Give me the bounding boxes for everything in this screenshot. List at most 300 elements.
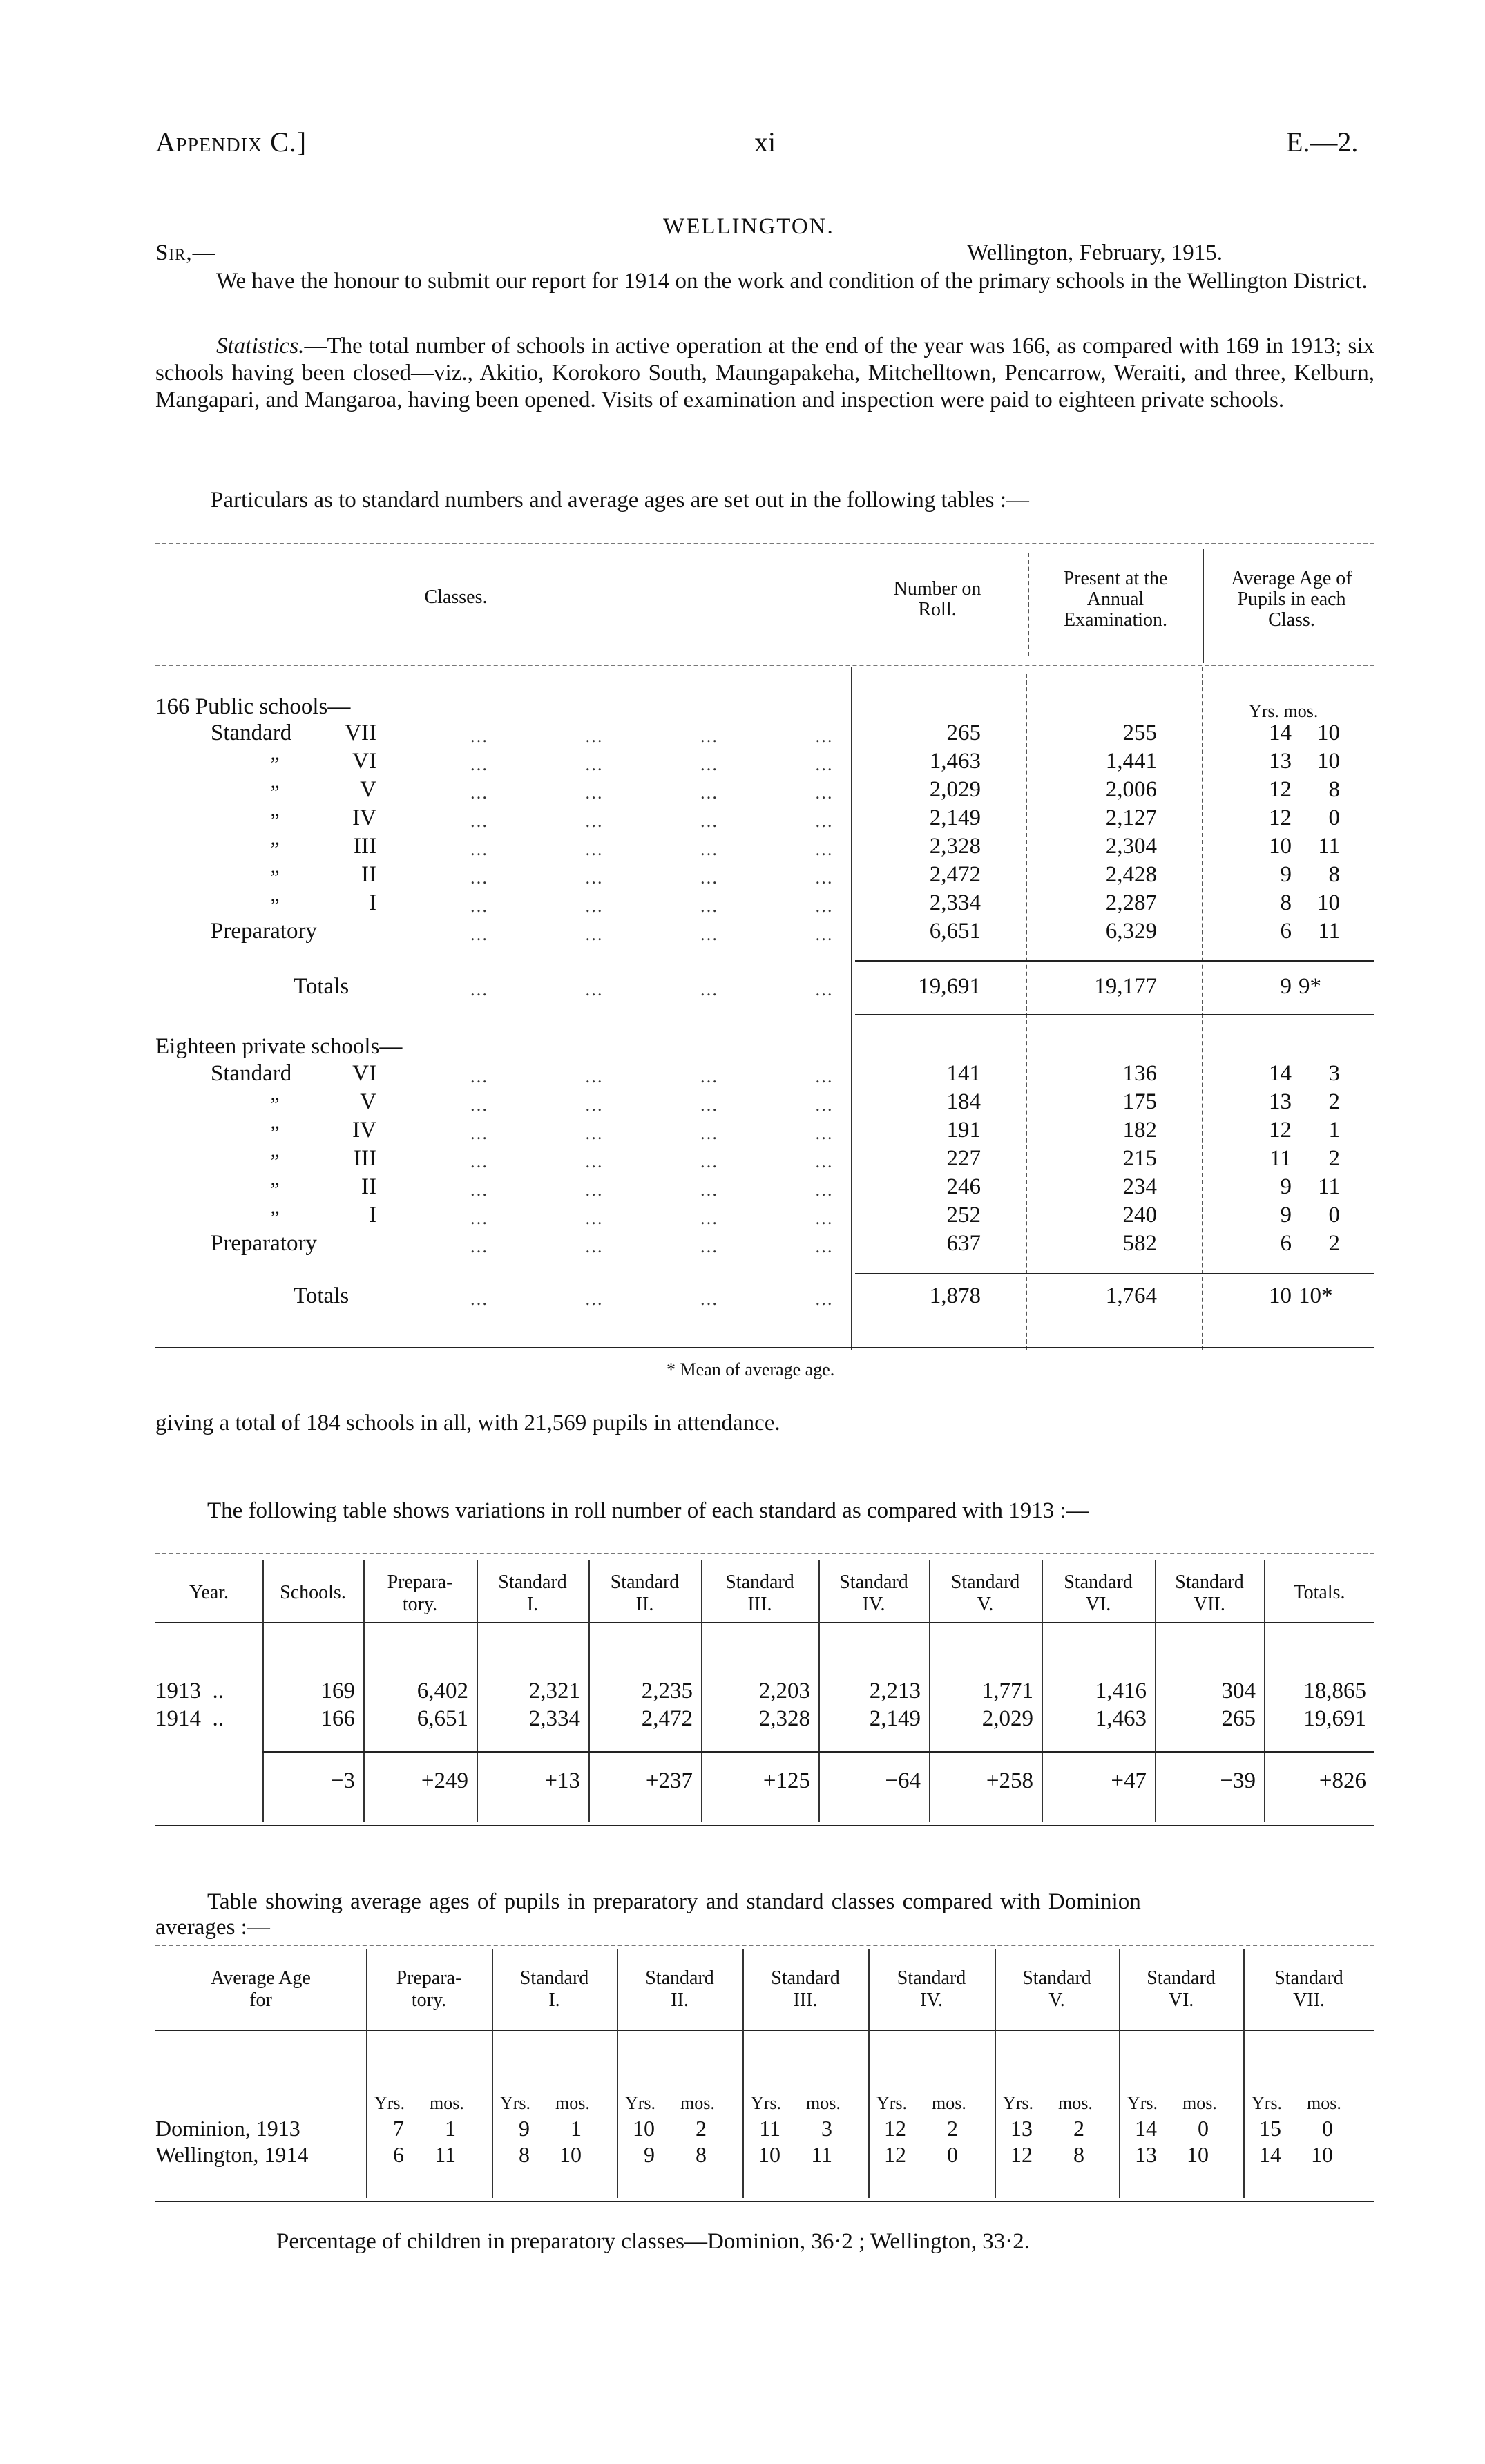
age-mos: 8: [1328, 862, 1340, 887]
running-header-left: Appendix C.]: [155, 126, 307, 157]
private-totals-label: Totals: [294, 1283, 349, 1308]
age-mos: 2: [1328, 1231, 1340, 1256]
difference-cell: +13: [544, 1768, 580, 1793]
unit-yrs: Yrs.: [625, 2093, 656, 2113]
public-total-present: 19,177: [1094, 974, 1157, 999]
dateline: Wellington, February, 1915.: [967, 240, 1223, 265]
age-yrs: 6: [1280, 919, 1292, 944]
roll-value: 2,029: [929, 777, 981, 802]
present-value: 1,441: [1105, 749, 1157, 774]
age-yrs: 7: [393, 2116, 404, 2141]
difference-cell: −39: [1220, 1768, 1256, 1793]
column-header-line: Standard: [645, 1967, 714, 1989]
leader-dots: … … … …: [470, 868, 834, 888]
class-label: Preparatory: [211, 919, 317, 944]
column-header-line: tory.: [402, 1594, 438, 1615]
present-value: 182: [1122, 1118, 1157, 1143]
unit-yrs: Yrs.: [876, 2093, 908, 2113]
age-mos: 11: [1318, 834, 1340, 859]
table3-intro-line1: Table showing average ages of pupils in preparatory and standard classes compared with Dominion: [207, 1889, 1141, 1914]
present-value: 2,006: [1105, 777, 1157, 802]
column-header-line: for: [249, 1989, 272, 2011]
present-value: 2,127: [1105, 805, 1157, 830]
column-header: [1042, 1572, 1155, 1616]
column-header-line: Standard: [771, 1967, 840, 1989]
table1-col-divider: [1203, 549, 1204, 663]
ditto-mark: ”: [268, 1122, 280, 1145]
age-mos: 11: [434, 2142, 456, 2167]
column-header: [1243, 1967, 1374, 2012]
class-numeral: I: [369, 890, 376, 915]
table1-col-divider: [851, 667, 852, 1350]
present-value: 6,329: [1105, 919, 1157, 944]
leader-dots: … … … …: [470, 726, 834, 746]
difference-cell: −3: [330, 1768, 355, 1793]
age-yrs: 8: [519, 2142, 530, 2167]
section-title-public: 166 Public schools—: [155, 694, 351, 719]
column-header: [366, 1967, 492, 2012]
roll-value: 2,328: [929, 834, 981, 859]
value-cell: 6,651: [416, 1706, 468, 1731]
present-value: 240: [1122, 1203, 1157, 1228]
age-mos: 10: [1187, 2142, 1209, 2167]
ditto-mark: ”: [268, 753, 280, 776]
class-numeral: V: [360, 777, 376, 802]
present-value: 582: [1122, 1231, 1157, 1256]
ditto-mark: ”: [268, 866, 280, 889]
age-mos: 3: [821, 2116, 832, 2141]
value-cell: 1,771: [981, 1679, 1033, 1703]
unit-mos: mos.: [430, 2093, 464, 2113]
table1-top-rule: [155, 543, 1374, 544]
column-header-line: II.: [635, 1594, 654, 1615]
column-header-line: Year.: [189, 1582, 229, 1603]
statistics-lead: Statistics.: [216, 334, 305, 359]
class-label: Preparatory: [211, 1231, 317, 1256]
leader-dots: … … … …: [470, 1289, 834, 1309]
header-present: [1029, 569, 1202, 631]
column-header-line: V.: [1048, 1989, 1065, 2011]
roll-value: 246: [946, 1174, 981, 1199]
table2-bottom-rule: [155, 1825, 1374, 1826]
ditto-mark: ”: [268, 1150, 280, 1173]
unit-yrs: Yrs.: [1127, 2093, 1158, 2113]
column-header: [155, 1582, 262, 1604]
intro-text: We have the honour to submit our report for 1914 on the work and condition of the primary schools in the Wellington District.: [216, 269, 1368, 294]
age-yrs: 11: [759, 2116, 780, 2141]
roll-value: 227: [946, 1146, 981, 1171]
totals-rule: [855, 1273, 1374, 1274]
leader-dots: … … … …: [470, 1095, 834, 1115]
leader-dots: … … … …: [470, 1067, 834, 1087]
difference-cell: +249: [421, 1768, 468, 1793]
public-total-roll: 19,691: [918, 974, 981, 999]
age-mos: 8: [1073, 2142, 1084, 2167]
age-yrs: 12: [1010, 2142, 1033, 2167]
age-mos: 2: [1328, 1089, 1340, 1114]
class-numeral: IV: [352, 805, 376, 830]
column-header: [701, 1572, 818, 1616]
column-header-line: VI.: [1085, 1594, 1111, 1615]
header-present-line: Examination.: [1063, 609, 1168, 631]
age-mos: 2: [1073, 2116, 1084, 2141]
age-mos: 8: [1328, 777, 1340, 802]
age-mos: 0: [1198, 2116, 1209, 2141]
age-mos: 1: [571, 2116, 582, 2141]
age-units: Yrs. mos.: [1249, 701, 1319, 721]
class-prefix: Standard: [211, 1061, 292, 1086]
value-cell: 265: [1221, 1706, 1256, 1731]
column-header-line: VI.: [1168, 1989, 1194, 2011]
column-header-line: IV.: [862, 1594, 885, 1615]
year-cell: 1913 ..: [155, 1679, 224, 1703]
difference-cell: −64: [885, 1768, 921, 1793]
column-header: [492, 1967, 617, 2012]
value-cell: 18,865: [1303, 1679, 1366, 1703]
section-rule: [855, 1014, 1374, 1015]
table3-top-rule: [155, 1945, 1374, 1946]
roll-value: 2,149: [929, 805, 981, 830]
class-numeral: I: [369, 1203, 376, 1228]
column-header-line: V.: [977, 1594, 994, 1615]
age-yrs: 12: [884, 2142, 906, 2167]
roll-value: 265: [946, 720, 981, 745]
age-yrs: 14: [1135, 2116, 1157, 2141]
leader-dots: … … … …: [470, 783, 834, 803]
column-header-line: Standard: [950, 1572, 1020, 1593]
value-cell: 2,149: [869, 1706, 921, 1731]
column-header-line: Standard: [725, 1572, 794, 1593]
header-present-line: Present at the: [1063, 568, 1168, 589]
totals-rule: [855, 960, 1374, 962]
table1-col-divider: [1026, 674, 1027, 1350]
class-prefix: Standard: [211, 720, 292, 745]
age-mos: 11: [1318, 919, 1340, 944]
row-label: Dominion, 1913: [155, 2116, 300, 2141]
table2-header-rule: [155, 1622, 1374, 1623]
unit-yrs: Yrs.: [751, 2093, 782, 2113]
section-title-private: Eighteen private schools—: [155, 1034, 403, 1059]
statistics-text: —The total number of schools in active operation at the end of the year was 166, as compared with 169 in 1913; six schools having been closed—viz., Akitio, Korokoro South, Maungapakeha, Mitchelltown, Pencarrow, Weraiti, and three, Kelburn, Mangapari, and Mangaroa, having been opened. Visits of examination and inspection were paid to eighteen private schools.: [155, 334, 1374, 412]
age-mos: 1: [1328, 1118, 1340, 1143]
age-yrs: 6: [1280, 1231, 1292, 1256]
year-cell: 1914 ..: [155, 1706, 224, 1731]
header-roll-line: Number on: [893, 578, 981, 600]
class-numeral: VI: [352, 749, 376, 774]
class-numeral: III: [354, 834, 376, 859]
column-header-line: Standard: [498, 1572, 567, 1593]
column-header-line: Prepara-: [387, 1572, 453, 1593]
value-cell: 2,321: [528, 1679, 580, 1703]
present-value: 215: [1122, 1146, 1157, 1171]
class-numeral: III: [354, 1146, 376, 1171]
age-yrs: 10: [633, 2116, 655, 2141]
age-yrs: 14: [1269, 720, 1292, 745]
header-age: [1205, 569, 1378, 631]
private-total-yrs: 10: [1269, 1283, 1292, 1308]
column-header-line: III.: [793, 1989, 818, 2011]
age-mos: 10: [1317, 890, 1340, 915]
column-header: [262, 1582, 363, 1604]
column-header: [995, 1967, 1119, 2012]
age-yrs: 13: [1010, 2116, 1033, 2141]
age-yrs: 15: [1259, 2116, 1281, 2141]
difference-cell: +125: [763, 1768, 810, 1793]
unit-mos: mos.: [1058, 2093, 1093, 2113]
public-total-mos: 9*: [1299, 974, 1321, 999]
age-mos: 0: [1328, 805, 1340, 830]
unit-mos: mos.: [1182, 2093, 1217, 2113]
header-age-line: Class.: [1268, 609, 1315, 631]
table3-bottom-rule: [155, 2201, 1374, 2202]
salutation: Sir,—: [155, 240, 216, 265]
age-yrs: 11: [1270, 1146, 1292, 1171]
unit-yrs: Yrs.: [500, 2093, 531, 2113]
age-mos: 10: [1317, 749, 1340, 774]
age-mos: 0: [1322, 2116, 1333, 2141]
age-yrs: 12: [884, 2116, 906, 2141]
ditto-mark: ”: [268, 1093, 280, 1116]
column-header-line: II.: [671, 1989, 689, 2011]
age-yrs: 14: [1259, 2142, 1281, 2167]
leader-dots: … … … …: [470, 1152, 834, 1172]
unit-yrs: Yrs.: [1252, 2093, 1283, 2113]
value-cell: 6,402: [416, 1679, 468, 1703]
leader-dots: … … … …: [470, 1236, 834, 1257]
value-cell: 166: [320, 1706, 355, 1731]
column-header-line: I.: [526, 1594, 539, 1615]
class-numeral: VI: [352, 1061, 376, 1086]
difference-cell: +258: [986, 1768, 1033, 1793]
roll-value: 184: [946, 1089, 981, 1114]
unit-mos: mos.: [932, 2093, 966, 2113]
present-value: 2,304: [1105, 834, 1157, 859]
report-title: WELLINGTON.: [663, 214, 834, 239]
age-yrs: 12: [1269, 777, 1292, 802]
table1-col-divider: [1202, 667, 1203, 1350]
public-totals-label: Totals: [294, 974, 349, 999]
column-header-line: III.: [747, 1594, 772, 1615]
column-header-line: VII.: [1194, 1594, 1225, 1615]
column-header: [617, 1967, 742, 2012]
leader-dots: … … … …: [470, 1123, 834, 1143]
column-header: [742, 1967, 868, 2012]
value-cell: 2,213: [869, 1679, 921, 1703]
unit-mos: mos.: [1307, 2093, 1341, 2113]
value-cell: 2,029: [981, 1706, 1033, 1731]
present-value: 234: [1122, 1174, 1157, 1199]
leader-dots: … … … …: [470, 1208, 834, 1228]
age-mos: 11: [811, 2142, 832, 2167]
column-header: [1264, 1582, 1374, 1604]
column-header-line: Prepara-: [396, 1967, 462, 1989]
value-cell: 1,416: [1095, 1679, 1147, 1703]
column-header-line: Standard: [839, 1572, 908, 1593]
column-header: [477, 1572, 588, 1616]
leader-dots: … … … …: [470, 924, 834, 944]
age-yrs: 9: [1280, 1203, 1292, 1228]
public-total-yrs: 9: [1280, 974, 1292, 999]
age-yrs: 9: [1280, 862, 1292, 887]
column-header: [818, 1572, 929, 1616]
age-yrs: 10: [1269, 834, 1292, 859]
intro-paragraph: [155, 268, 1374, 295]
column-header-line: Standard: [1064, 1572, 1133, 1593]
private-total-roll: 1,878: [929, 1283, 981, 1308]
unit-mos: mos.: [806, 2093, 841, 2113]
value-cell: 2,203: [758, 1679, 810, 1703]
age-mos: 11: [1318, 1174, 1340, 1199]
unit-yrs: Yrs.: [374, 2093, 405, 2113]
present-value: 2,287: [1105, 890, 1157, 915]
value-cell: 169: [320, 1679, 355, 1703]
unit-mos: mos.: [680, 2093, 715, 2113]
table1-bottom-rule: [155, 1347, 1374, 1348]
column-header-line: Standard: [519, 1967, 589, 1989]
preparatory-percentage: Percentage of children in preparatory classes—Dominion, 36·2 ; Wellington, 33·2.: [276, 2229, 1030, 2254]
roll-value: 141: [946, 1061, 981, 1086]
column-header-line: Average Age: [211, 1967, 311, 1989]
leader-dots: … … … …: [470, 896, 834, 916]
age-yrs: 9: [644, 2142, 655, 2167]
column-header-line: tory.: [411, 1989, 447, 2011]
column-header: [868, 1967, 995, 2012]
leader-dots: … … … …: [470, 811, 834, 831]
present-value: 136: [1122, 1061, 1157, 1086]
value-cell: 2,328: [758, 1706, 810, 1731]
class-numeral: II: [361, 862, 376, 887]
age-yrs: 6: [393, 2142, 404, 2167]
present-value: 255: [1122, 720, 1157, 745]
private-total-present: 1,764: [1105, 1283, 1157, 1308]
column-header-line: Standard: [1147, 1967, 1216, 1989]
header-roll-line: Roll.: [918, 599, 957, 620]
statistics-paragraph: [155, 333, 1374, 414]
table2-intro: The following table shows variations in roll number of each standard as compared with 1913 :—: [207, 1498, 1089, 1523]
running-header-right: E.—2.: [1286, 126, 1359, 157]
column-header-line: Totals.: [1293, 1582, 1345, 1603]
difference-cell: +826: [1319, 1768, 1366, 1793]
age-yrs: 13: [1135, 2142, 1157, 2167]
column-header-line: Standard: [1022, 1967, 1091, 1989]
roll-value: 252: [946, 1203, 981, 1228]
age-mos: 10: [559, 2142, 582, 2167]
age-mos: 1: [445, 2116, 456, 2141]
footnote: * Mean of average age.: [667, 1359, 835, 1379]
column-header-line: Standard: [610, 1572, 680, 1593]
class-numeral: V: [360, 1089, 376, 1114]
leader-dots: … … … …: [470, 980, 834, 1000]
column-header-line: Standard: [1175, 1572, 1244, 1593]
header-age-line: Pupils in each: [1237, 589, 1346, 610]
difference-rule: [262, 1751, 1374, 1753]
class-numeral: VII: [345, 720, 376, 745]
difference-cell: +237: [645, 1768, 693, 1793]
table2-top-rule: [155, 1553, 1374, 1554]
column-header: [1119, 1967, 1243, 2012]
value-cell: 19,691: [1303, 1706, 1366, 1731]
ditto-mark: ”: [268, 810, 280, 832]
column-header-line: Schools.: [280, 1582, 346, 1603]
roll-value: 2,472: [929, 862, 981, 887]
ditto-mark: ”: [268, 1178, 280, 1201]
table3-header-rule: [155, 2030, 1374, 2031]
age-yrs: 13: [1269, 749, 1292, 774]
private-total-mos: 10*: [1299, 1283, 1333, 1308]
column-header: [588, 1572, 701, 1616]
ditto-mark: ”: [268, 838, 280, 861]
age-mos: 8: [696, 2142, 707, 2167]
column-header-line: Standard: [1274, 1967, 1343, 1989]
age-mos: 0: [947, 2142, 958, 2167]
roll-value: 1,463: [929, 749, 981, 774]
age-yrs: 12: [1269, 1118, 1292, 1143]
unit-mos: mos.: [555, 2093, 590, 2113]
present-value: 175: [1122, 1089, 1157, 1114]
tables-intro: Particulars as to standard numbers and average ages are set out in the following tables :—: [211, 488, 1029, 513]
leader-dots: … … … …: [470, 1180, 834, 1200]
age-mos: 0: [1328, 1203, 1340, 1228]
column-header: [929, 1572, 1042, 1616]
age-yrs: 8: [1280, 890, 1292, 915]
leader-dots: … … … …: [470, 839, 834, 859]
header-age-line: Average Age of: [1231, 568, 1352, 589]
ditto-mark: ”: [268, 895, 280, 917]
page-number: xi: [754, 126, 776, 157]
value-cell: 2,334: [528, 1706, 580, 1731]
age-yrs: 9: [519, 2116, 530, 2141]
value-cell: 2,472: [641, 1706, 693, 1731]
leader-dots: … … … …: [470, 754, 834, 774]
difference-cell: +47: [1111, 1768, 1147, 1793]
column-header-line: IV.: [920, 1989, 943, 2011]
header-classes: Classes.: [424, 586, 488, 608]
column-header-line: VII.: [1293, 1989, 1325, 2011]
unit-yrs: Yrs.: [1003, 2093, 1034, 2113]
table3-intro-line2: averages :—: [155, 1915, 270, 1940]
present-value: 2,428: [1105, 862, 1157, 887]
age-mos: 2: [1328, 1146, 1340, 1171]
row-label: Wellington, 1914: [155, 2142, 309, 2167]
header-roll: [851, 579, 1024, 620]
roll-value: 6,651: [929, 919, 981, 944]
age-yrs: 10: [758, 2142, 780, 2167]
value-cell: 2,235: [641, 1679, 693, 1703]
age-yrs: 13: [1269, 1089, 1292, 1114]
summary-line: giving a total of 184 schools in all, with 21,569 pupils in attendance.: [155, 1411, 780, 1435]
roll-value: 637: [946, 1231, 981, 1256]
column-header: [1155, 1572, 1264, 1616]
age-yrs: 9: [1280, 1174, 1292, 1199]
age-yrs: 12: [1269, 805, 1292, 830]
table1-header-rule: [155, 665, 1374, 666]
column-header-line: I.: [548, 1989, 560, 2011]
column-header: [155, 1967, 366, 2012]
column-header: [363, 1572, 477, 1616]
age-yrs: 14: [1269, 1061, 1292, 1086]
class-numeral: II: [361, 1174, 376, 1199]
age-mos: 10: [1311, 2142, 1333, 2167]
value-cell: 1,463: [1095, 1706, 1147, 1731]
ditto-mark: ”: [268, 1207, 280, 1230]
ditto-mark: ”: [268, 781, 280, 804]
age-mos: 3: [1328, 1061, 1340, 1086]
roll-value: 2,334: [929, 890, 981, 915]
header-present-line: Annual: [1086, 589, 1144, 610]
column-header-line: Standard: [897, 1967, 966, 1989]
age-mos: 10: [1317, 720, 1340, 745]
age-mos: 2: [947, 2116, 958, 2141]
